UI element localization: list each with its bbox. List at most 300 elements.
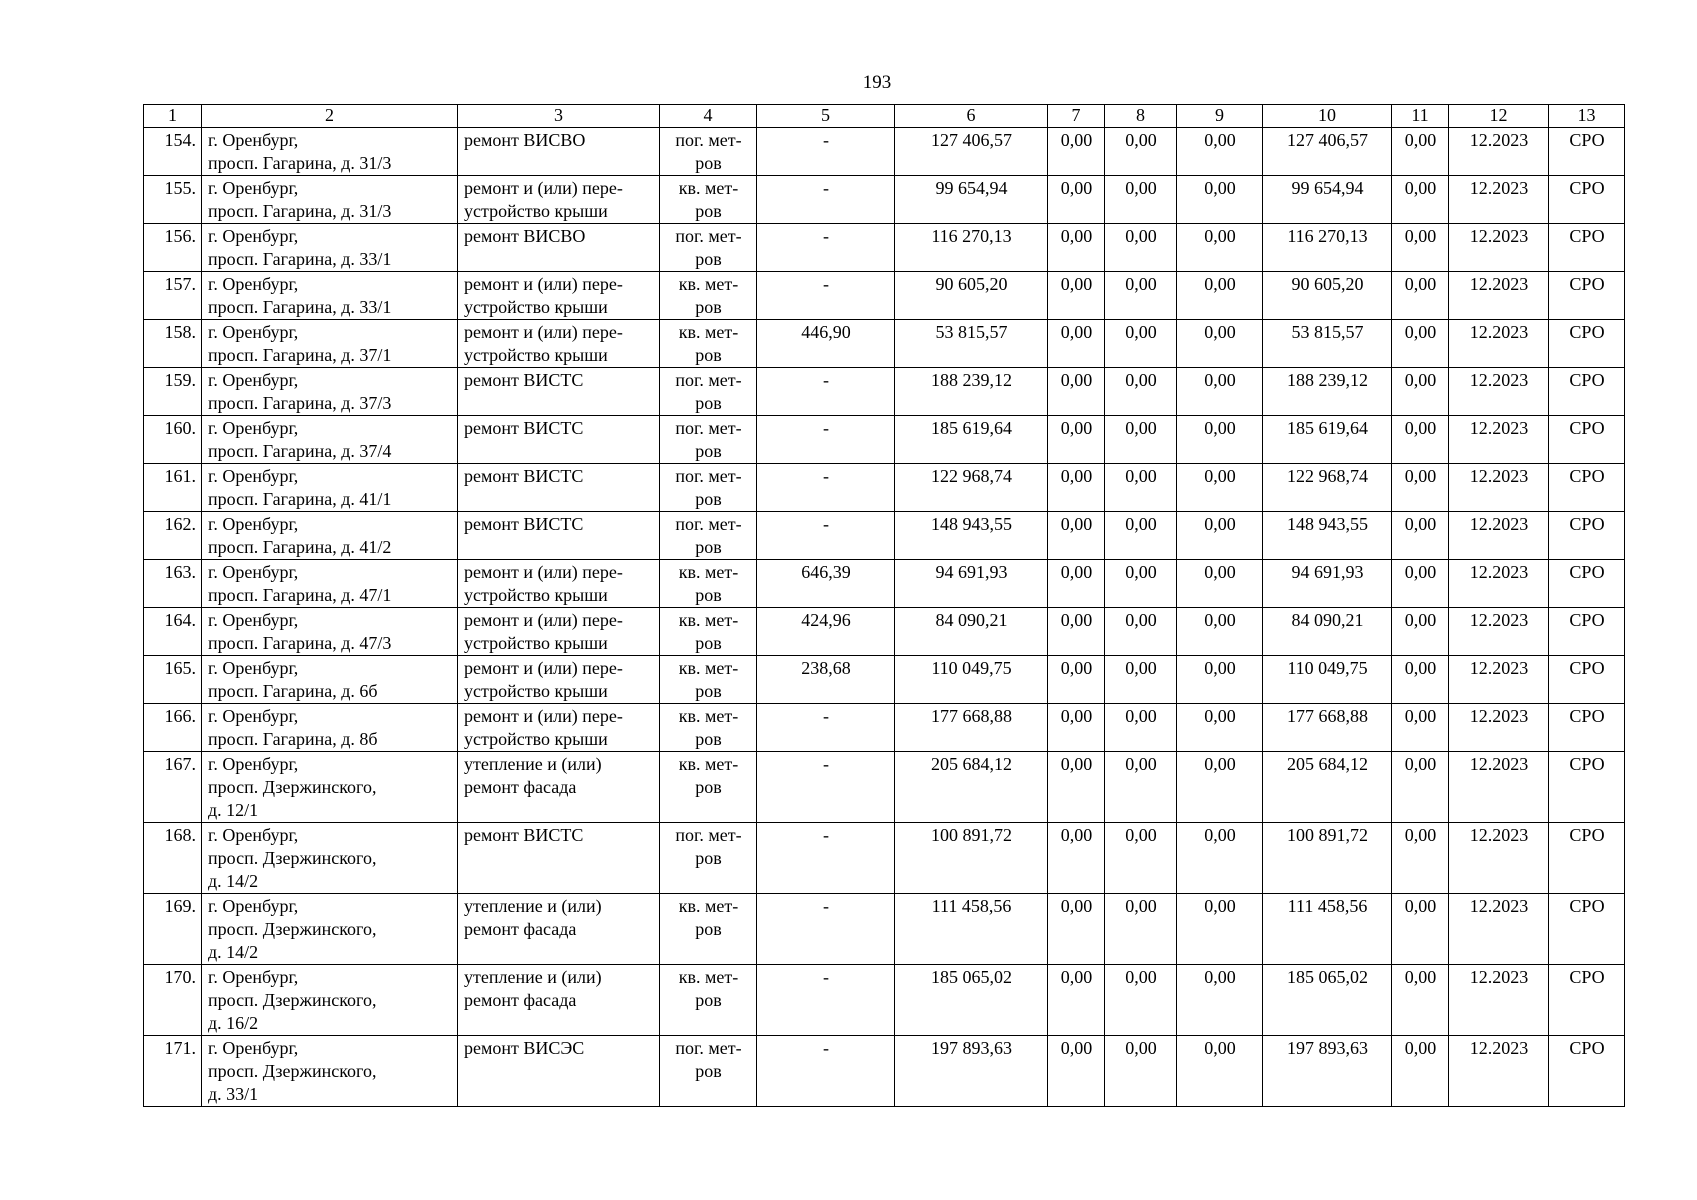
work-type-cell-line: ремонт и (или) пере- устройство крыши (464, 610, 623, 653)
address-cell-line: просп. Гагарина, д. 47/1 (208, 585, 392, 605)
date-cell-line: 12.2023 (1469, 706, 1529, 726)
work-type-cell-line: ремонт ВИСВО (464, 130, 586, 150)
col8-cell-line: 0,00 (1125, 1038, 1157, 1058)
col10-cell-line: 185 619,64 (1287, 418, 1368, 438)
date-cell (1449, 894, 1549, 965)
date-cell-line: 12.2023 (1469, 610, 1529, 630)
date-cell (1449, 656, 1549, 704)
row-number-line: 160. (164, 418, 196, 438)
method-cell-line: СРО (1569, 322, 1605, 342)
col8-cell-line: 0,00 (1125, 370, 1157, 390)
col9-cell-line: 0,00 (1204, 370, 1236, 390)
date-cell (1449, 128, 1549, 176)
address-cell (202, 416, 458, 464)
page-number: 193 (862, 72, 892, 93)
unit-cell (660, 416, 757, 464)
col11-cell-line: 0,00 (1404, 274, 1437, 294)
cost-cell (895, 320, 1048, 368)
table-row (144, 128, 1625, 176)
cost-cell (895, 272, 1048, 320)
unit-cell-line: кв. мет- (678, 322, 739, 342)
work-type-cell (458, 416, 660, 464)
col7-cell (1048, 560, 1105, 608)
cost-cell-line: 127 406,57 (931, 130, 1012, 150)
col9-cell-line: 0,00 (1204, 1038, 1236, 1058)
col11-cell (1392, 320, 1449, 368)
work-type-cell (458, 1036, 660, 1107)
col7-cell (1048, 272, 1105, 320)
table-row (144, 368, 1625, 416)
col9-cell (1177, 656, 1263, 704)
col11-cell (1392, 704, 1449, 752)
address-cell (202, 368, 458, 416)
unit-cell-line: ров (695, 585, 722, 605)
address-cell-line: д. 14/2 (208, 871, 259, 891)
col11-cell (1392, 823, 1449, 894)
col11-cell (1392, 272, 1449, 320)
address-cell (202, 560, 458, 608)
col8-cell-line: 0,00 (1125, 226, 1157, 246)
col7-cell (1048, 416, 1105, 464)
date-cell-line: 12.2023 (1469, 658, 1529, 678)
col9-cell-line: 0,00 (1204, 274, 1236, 294)
date-cell (1449, 464, 1549, 512)
col10-cell (1263, 128, 1392, 176)
method-cell (1549, 608, 1625, 656)
cost-cell (895, 608, 1048, 656)
address-cell-line: просп. Гагарина, д. 41/1 (208, 489, 392, 509)
col8-cell-line: 0,00 (1125, 896, 1157, 916)
quantity-cell (757, 512, 895, 560)
column-header-4: 4 (660, 105, 757, 128)
col9-cell (1177, 272, 1263, 320)
col9-cell (1177, 224, 1263, 272)
quantity-cell-line: 446,90 (801, 322, 851, 342)
address-cell-line: г. Оренбург, (208, 754, 299, 774)
row-number (144, 368, 202, 416)
col10-cell (1263, 464, 1392, 512)
quantity-cell-line: - (823, 754, 829, 774)
method-cell (1549, 176, 1625, 224)
unit-cell (660, 823, 757, 894)
method-cell (1549, 464, 1625, 512)
address-cell-line: просп. Гагарина, д. 33/1 (208, 249, 392, 269)
unit-cell (660, 224, 757, 272)
date-cell-line: 12.2023 (1469, 226, 1529, 246)
unit-cell-line: кв. мет- (678, 658, 739, 678)
col8-cell (1105, 608, 1177, 656)
method-cell (1549, 560, 1625, 608)
col11-cell-line: 0,00 (1404, 967, 1437, 987)
col7-cell (1048, 823, 1105, 894)
method-cell-line: СРО (1569, 658, 1605, 678)
address-cell (202, 704, 458, 752)
unit-cell-line: ров (695, 848, 722, 868)
method-cell (1549, 965, 1625, 1036)
col10-cell-line: 205 684,12 (1287, 754, 1368, 774)
col8-cell (1105, 656, 1177, 704)
date-cell-line: 12.2023 (1469, 322, 1529, 342)
col7-cell-line: 0,00 (1060, 274, 1093, 294)
col9-cell-line: 0,00 (1204, 562, 1236, 582)
row-number-line: 165. (164, 658, 196, 678)
address-cell-line: д. 12/1 (208, 800, 259, 820)
col8-cell (1105, 224, 1177, 272)
col10-cell-line: 111 458,56 (1287, 896, 1368, 916)
unit-cell (660, 464, 757, 512)
address-cell (202, 128, 458, 176)
row-number (144, 752, 202, 823)
row-number (144, 176, 202, 224)
quantity-cell-line: 424,96 (801, 610, 851, 630)
unit-cell (660, 512, 757, 560)
col9-cell-line: 0,00 (1204, 658, 1236, 678)
col9-cell (1177, 823, 1263, 894)
unit-cell (660, 965, 757, 1036)
col8-cell-line: 0,00 (1125, 130, 1157, 150)
cost-cell (895, 464, 1048, 512)
cost-cell-line: 185 619,64 (931, 418, 1012, 438)
col11-cell-line: 0,00 (1404, 562, 1437, 582)
date-cell (1449, 1036, 1549, 1107)
unit-cell (660, 1036, 757, 1107)
col11-cell-line: 0,00 (1404, 130, 1437, 150)
unit-cell-line: пог. мет- (675, 226, 742, 246)
address-cell-line: г. Оренбург, (208, 418, 299, 438)
unit-cell (660, 608, 757, 656)
address-cell (202, 512, 458, 560)
table-row (144, 320, 1625, 368)
date-cell-line: 12.2023 (1469, 130, 1529, 150)
col10-cell (1263, 560, 1392, 608)
unit-cell-line: ров (695, 537, 722, 557)
method-cell-line: СРО (1569, 610, 1605, 630)
method-cell (1549, 1036, 1625, 1107)
table-row (144, 608, 1625, 656)
col10-cell-line: 185 065,02 (1287, 967, 1368, 987)
unit-cell (660, 320, 757, 368)
col8-cell-line: 0,00 (1125, 658, 1157, 678)
cost-cell (895, 704, 1048, 752)
date-cell-line: 12.2023 (1469, 370, 1529, 390)
row-number (144, 965, 202, 1036)
date-cell (1449, 704, 1549, 752)
date-cell-line: 12.2023 (1469, 967, 1529, 987)
col10-cell (1263, 823, 1392, 894)
method-cell (1549, 823, 1625, 894)
address-cell (202, 823, 458, 894)
method-cell-line: СРО (1569, 130, 1605, 150)
col7-cell (1048, 965, 1105, 1036)
quantity-cell (757, 823, 895, 894)
col9-cell-line: 0,00 (1204, 130, 1236, 150)
address-cell-line: г. Оренбург, (208, 706, 299, 726)
unit-cell (660, 368, 757, 416)
address-cell-line: просп. Гагарина, д. 37/1 (208, 345, 392, 365)
col10-cell (1263, 704, 1392, 752)
cost-cell-line: 111 458,56 (931, 896, 1012, 916)
table-row (144, 512, 1625, 560)
row-number-line: 171. (164, 1038, 196, 1058)
address-cell-line: г. Оренбург, (208, 514, 299, 534)
address-cell-line: просп. Дзержинского, (208, 848, 377, 868)
col9-cell-line: 0,00 (1204, 178, 1236, 198)
address-cell-line: г. Оренбург, (208, 1038, 299, 1058)
row-number (144, 894, 202, 965)
col7-cell (1048, 704, 1105, 752)
quantity-cell-line: - (823, 514, 829, 534)
address-cell-line: просп. Гагарина, д. 8б (208, 729, 378, 749)
col7-cell (1048, 608, 1105, 656)
col11-cell-line: 0,00 (1404, 754, 1437, 774)
row-number-line: 163. (164, 562, 196, 582)
cost-cell (895, 823, 1048, 894)
col11-cell (1392, 965, 1449, 1036)
method-cell (1549, 272, 1625, 320)
column-header-2: 2 (202, 105, 458, 128)
cost-cell-line: 53 815,57 (935, 322, 1008, 342)
date-cell-line: 12.2023 (1469, 754, 1529, 774)
method-cell-line: СРО (1569, 825, 1605, 845)
row-number (144, 560, 202, 608)
quantity-cell-line: 238,68 (801, 658, 851, 678)
col7-cell (1048, 656, 1105, 704)
col10-cell-line: 53 815,57 (1291, 322, 1364, 342)
row-number-line: 159. (164, 370, 196, 390)
table-row (144, 1036, 1625, 1107)
date-cell (1449, 608, 1549, 656)
quantity-cell (757, 608, 895, 656)
date-cell (1449, 368, 1549, 416)
quantity-cell-line: - (823, 825, 829, 845)
table-row (144, 176, 1625, 224)
table-row (144, 965, 1625, 1036)
unit-cell-line: ров (695, 681, 722, 701)
unit-cell (660, 704, 757, 752)
address-cell (202, 1036, 458, 1107)
col11-cell (1392, 1036, 1449, 1107)
work-type-cell-line: ремонт и (или) пере- устройство крыши (464, 562, 623, 605)
col8-cell (1105, 368, 1177, 416)
quantity-cell (757, 368, 895, 416)
method-cell-line: СРО (1569, 754, 1605, 774)
col11-cell (1392, 128, 1449, 176)
row-number-line: 167. (164, 754, 196, 774)
col11-cell (1392, 416, 1449, 464)
address-cell-line: д. 16/2 (208, 1013, 259, 1033)
address-cell-line: г. Оренбург, (208, 562, 299, 582)
work-type-cell-line: ремонт ВИСТС (464, 466, 584, 486)
col8-cell (1105, 1036, 1177, 1107)
unit-cell-line: пог. мет- (675, 466, 742, 486)
row-number (144, 512, 202, 560)
col9-cell-line: 0,00 (1204, 825, 1236, 845)
col11-cell (1392, 656, 1449, 704)
col11-cell (1392, 608, 1449, 656)
address-cell-line: просп. Гагарина, д. 31/3 (208, 153, 392, 173)
cost-cell-line: 94 691,93 (935, 562, 1008, 582)
cost-cell (895, 965, 1048, 1036)
col7-cell (1048, 1036, 1105, 1107)
table-body (144, 128, 1625, 1107)
date-cell (1449, 965, 1549, 1036)
unit-cell-line: ров (695, 990, 722, 1010)
row-number-line: 154. (164, 130, 196, 150)
col8-cell-line: 0,00 (1125, 418, 1157, 438)
address-cell-line: просп. Гагарина, д. 37/4 (208, 441, 392, 461)
unit-cell-line: ров (695, 249, 722, 269)
address-cell (202, 320, 458, 368)
unit-cell-line: ров (695, 393, 722, 413)
col10-cell (1263, 416, 1392, 464)
date-cell-line: 12.2023 (1469, 178, 1529, 198)
unit-cell-line: ров (695, 441, 722, 461)
address-cell-line: г. Оренбург, (208, 370, 299, 390)
cost-cell (895, 560, 1048, 608)
cost-cell-line: 110 049,75 (931, 658, 1012, 678)
row-number-line: 155. (164, 178, 196, 198)
cost-cell-line: 177 668,88 (931, 706, 1012, 726)
col8-cell (1105, 560, 1177, 608)
table-row (144, 464, 1625, 512)
work-type-cell (458, 894, 660, 965)
col9-cell (1177, 512, 1263, 560)
col9-cell-line: 0,00 (1204, 706, 1236, 726)
col11-cell (1392, 894, 1449, 965)
col7-cell (1048, 320, 1105, 368)
col9-cell-line: 0,00 (1204, 754, 1236, 774)
column-header-3: 3 (458, 105, 660, 128)
col7-cell (1048, 128, 1105, 176)
row-number (144, 1036, 202, 1107)
col9-cell (1177, 965, 1263, 1036)
work-type-cell-line: ремонт ВИСЭС (464, 1038, 585, 1058)
quantity-cell (757, 464, 895, 512)
col9-cell-line: 0,00 (1204, 610, 1236, 630)
work-type-cell-line: ремонт ВИСТС (464, 514, 584, 534)
col8-cell-line: 0,00 (1125, 610, 1157, 630)
col8-cell-line: 0,00 (1125, 967, 1157, 987)
quantity-cell-line: - (823, 226, 829, 246)
date-cell-line: 12.2023 (1469, 562, 1529, 582)
column-header-11: 11 (1392, 105, 1449, 128)
quantity-cell-line: - (823, 370, 829, 390)
cost-cell-line: 99 654,94 (935, 178, 1008, 198)
work-type-cell (458, 823, 660, 894)
col11-cell-line: 0,00 (1404, 514, 1437, 534)
col11-cell (1392, 752, 1449, 823)
col8-cell-line: 0,00 (1125, 514, 1157, 534)
col7-cell-line: 0,00 (1060, 896, 1093, 916)
col11-cell (1392, 560, 1449, 608)
method-cell (1549, 752, 1625, 823)
col8-cell (1105, 128, 1177, 176)
row-number-line: 170. (164, 967, 196, 987)
unit-cell-line: кв. мет- (678, 754, 739, 774)
col7-cell-line: 0,00 (1060, 967, 1093, 987)
date-cell-line: 12.2023 (1469, 418, 1529, 438)
row-number-line: 162. (164, 514, 196, 534)
date-cell (1449, 752, 1549, 823)
unit-cell-line: ров (695, 489, 722, 509)
column-header-13: 13 (1549, 105, 1625, 128)
col7-cell-line: 0,00 (1060, 562, 1093, 582)
col7-cell-line: 0,00 (1060, 1038, 1093, 1058)
unit-cell-line: ров (695, 345, 722, 365)
work-type-cell-line: ремонт ВИСТС (464, 418, 584, 438)
method-cell (1549, 704, 1625, 752)
row-number-line: 158. (164, 322, 196, 342)
address-cell-line: г. Оренбург, (208, 466, 299, 486)
row-number (144, 320, 202, 368)
work-type-cell (458, 965, 660, 1036)
col11-cell-line: 0,00 (1404, 1038, 1437, 1058)
quantity-cell-line: - (823, 896, 829, 916)
cost-cell-line: 197 893,63 (931, 1038, 1012, 1058)
col8-cell (1105, 320, 1177, 368)
date-cell-line: 12.2023 (1469, 514, 1529, 534)
unit-cell (660, 656, 757, 704)
row-number-line: 169. (164, 896, 196, 916)
col9-cell-line: 0,00 (1204, 322, 1236, 342)
work-type-cell (458, 608, 660, 656)
date-cell-line: 12.2023 (1469, 825, 1529, 845)
col10-cell-line: 94 691,93 (1291, 562, 1364, 582)
column-header-6: 6 (895, 105, 1048, 128)
work-type-cell-line: ремонт и (или) пере- устройство крыши (464, 706, 623, 749)
work-type-cell-line: ремонт и (или) пере- устройство крыши (464, 658, 623, 701)
date-cell (1449, 320, 1549, 368)
table-row (144, 704, 1625, 752)
quantity-cell (757, 560, 895, 608)
work-type-cell-line: ремонт ВИСТС (464, 825, 584, 845)
quantity-cell-line: - (823, 1038, 829, 1058)
col8-cell-line: 0,00 (1125, 825, 1157, 845)
col10-cell (1263, 368, 1392, 416)
method-cell-line: СРО (1569, 967, 1605, 987)
quantity-cell (757, 176, 895, 224)
col7-cell-line: 0,00 (1060, 178, 1093, 198)
col9-cell-line: 0,00 (1204, 466, 1236, 486)
table-row (144, 560, 1625, 608)
method-cell-line: СРО (1569, 226, 1605, 246)
col7-cell-line: 0,00 (1060, 610, 1093, 630)
cost-cell-line: 90 605,20 (935, 274, 1008, 294)
col8-cell (1105, 965, 1177, 1036)
table-row (144, 656, 1625, 704)
address-cell-line: г. Оренбург, (208, 322, 299, 342)
col7-cell-line: 0,00 (1060, 658, 1093, 678)
quantity-cell-line: - (823, 274, 829, 294)
column-header-8: 8 (1105, 105, 1177, 128)
col9-cell (1177, 752, 1263, 823)
address-cell (202, 752, 458, 823)
method-cell-line: СРО (1569, 706, 1605, 726)
unit-cell (660, 128, 757, 176)
method-cell (1549, 656, 1625, 704)
quantity-cell-line: - (823, 466, 829, 486)
col9-cell-line: 0,00 (1204, 896, 1236, 916)
row-number (144, 608, 202, 656)
date-cell-line: 12.2023 (1469, 466, 1529, 486)
col10-cell (1263, 272, 1392, 320)
cost-cell-line: 148 943,55 (931, 514, 1012, 534)
cost-cell (895, 512, 1048, 560)
cost-cell (895, 128, 1048, 176)
work-type-cell (458, 656, 660, 704)
table-row (144, 224, 1625, 272)
address-cell-line: г. Оренбург, (208, 226, 299, 246)
